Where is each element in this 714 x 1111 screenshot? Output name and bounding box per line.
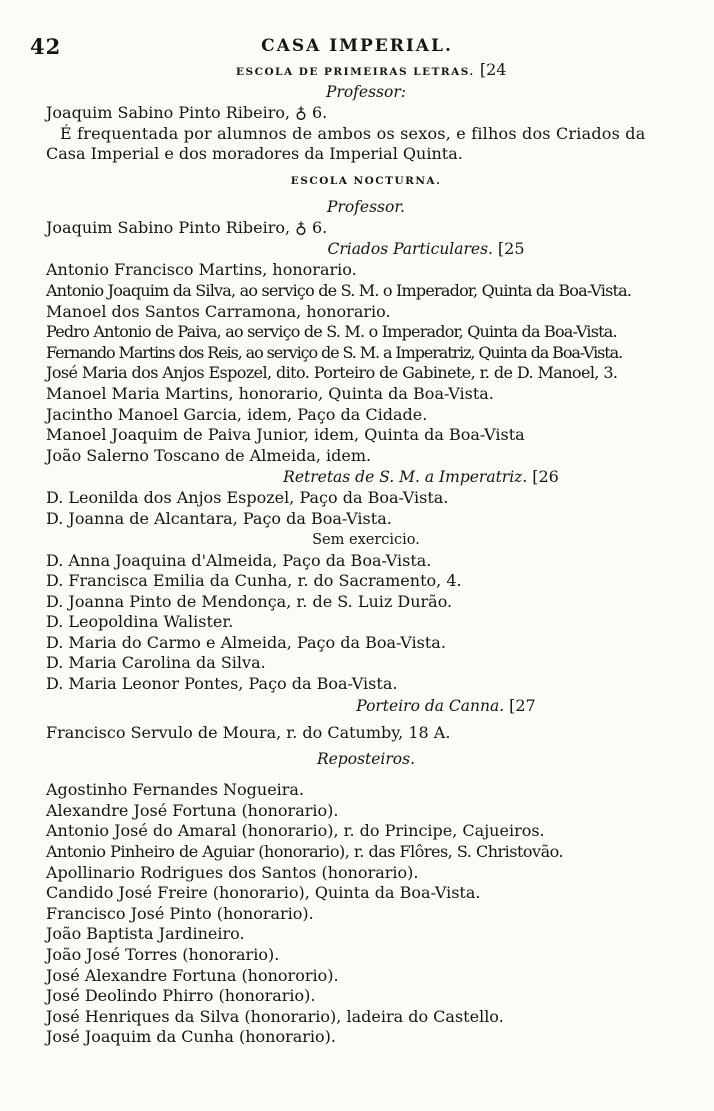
list-item: Antonio Joaquim da Silva, ao serviço de S. M. o Imperador, Quinta da Boa-Vista. <box>46 280 632 300</box>
list-item: Francisco Servulo de Moura, r. do Catumby, 18 A. <box>46 722 451 742</box>
section-heading-text: Criados Particulares. <box>327 240 493 259</box>
list-item: D. Maria Carolina da Silva. <box>46 653 266 673</box>
list-item: Candido José Freire (honorario), Quinta da Boa-Vista. <box>46 883 481 903</box>
list-item: D. Maria do Carmo e Almeida, Paço da Boa-Vista. <box>46 632 446 652</box>
list-item: Antonio Pinheiro de Aguiar (honorario), r. das Flôres, S. Christovão. <box>46 842 564 862</box>
list-item: João Baptista Jardineiro. <box>46 924 245 944</box>
section-heading-porteiro <box>46 695 686 717</box>
list-item: D. Maria Leonor Pontes, Paço da Boa-Vista. <box>46 674 398 694</box>
section-ref: [26 <box>532 467 559 487</box>
section-heading-text: Porteiro da Canna. <box>356 696 505 715</box>
page-header <box>30 34 684 60</box>
section-ref: [24 <box>479 60 507 79</box>
note-line: Casa Imperial e dos moradores da Imperial Quinta. <box>46 144 463 164</box>
section-heading-text: Retretas de S. M. a Imperatriz. <box>283 468 528 487</box>
role-label: Professor. <box>327 197 405 216</box>
list-item: José Deolindo Phirro (honorario). <box>46 986 316 1006</box>
list-item: João José Torres (honorario). <box>46 945 280 964</box>
role-label: Professor: <box>326 83 406 101</box>
list-item: José Joaquim da Cunha (honorario). <box>46 1027 336 1047</box>
list-item: D. Anna Joaquina d'Almeida, Paço da Boa-Vista. <box>46 550 432 570</box>
list-item: Manoel Maria Martins, honorario, Quinta da Boa-Vista. <box>46 383 494 403</box>
section-heading-sem-exercicio: Sem exercicio. <box>312 531 420 548</box>
list-item: Manoel Joaquim de Paiva Junior, idem, Quinta da Boa-Vista <box>46 425 525 445</box>
list-item: D. Leonilda dos Anjos Espozel, Paço da Boa-Vista. <box>46 488 449 508</box>
page-number: 42 <box>30 34 62 59</box>
section-heading-criados <box>46 238 686 260</box>
name-line: Joaquim Sabino Pinto Ribeiro, ♁ 6. <box>46 217 328 237</box>
section-ref: [25 <box>497 239 525 259</box>
list-item: D. Francisca Emilia da Cunha, r. do Sacramento, 4. <box>46 571 462 591</box>
list-item: Antonio José do Amaral (honorario), r. do Principe, Cajueiros. <box>46 821 545 841</box>
list-item: Manoel dos Santos Carramona, honorario. <box>46 301 391 321</box>
page-body <box>46 60 686 1048</box>
section-ref: [27 <box>509 695 536 715</box>
note-line: É frequentada por alumnos de ambos os sexos, e filhos dos Criados da <box>60 123 646 143</box>
list-item: Pedro Antonio de Paiva, ao serviço de S. M. o Imperador, Quinta da Boa-Vista. <box>46 322 617 342</box>
list-item: José Alexandre Fortuna (honororio). <box>46 965 339 985</box>
list-item: Alexandre José Fortuna (honorario). <box>46 800 339 820</box>
list-item: José Henriques da Silva (honorario), ladeira do Castello. <box>46 1006 504 1026</box>
list-item: João Salerno Toscano de Almeida, idem. <box>46 445 372 465</box>
list-item: Jacintho Manoel Garcia, idem, Paço da Cidade. <box>46 404 428 424</box>
list-item: Apollinario Rodrigues dos Santos (honorario). <box>46 862 419 882</box>
section-heading-reposteiros: Reposteiros. <box>316 750 416 769</box>
list-item: José Maria dos Anjos Espozel, dito. Porteiro de Gabinete, r. de D. Manoel, 3. <box>46 363 618 383</box>
list-item: D. Leopoldina Walister. <box>46 612 234 632</box>
list-item: Antonio Francisco Martins, honorario. <box>46 260 357 280</box>
list-item: D. Joanna Pinto de Mendonça, r. de S. Luiz Durão. <box>46 591 453 611</box>
list-item: Francisco José Pinto (honorario). <box>46 903 314 923</box>
list-item: Agostinho Fernandes Nogueira. <box>46 780 305 800</box>
running-title: CASA IMPERIAL. <box>261 36 453 56</box>
name-line: Joaquim Sabino Pinto Ribeiro, ♁ 6. <box>46 103 328 122</box>
section-heading-escola-nocturna: ESCOLA NOCTURNA. <box>290 174 442 187</box>
section-heading-text: ESCOLA DE PRIMEIRAS LETRAS. <box>236 66 475 78</box>
list-item: Fernando Martins dos Reis, ao serviço de S. M. a Imperatriz, Quinta da Boa-Vista. <box>46 342 623 362</box>
list-item: D. Joanna de Alcantara, Paço da Boa-Vista. <box>46 508 392 528</box>
section-heading-escola-primeiras <box>46 60 686 82</box>
section-heading-retretas <box>46 466 686 488</box>
